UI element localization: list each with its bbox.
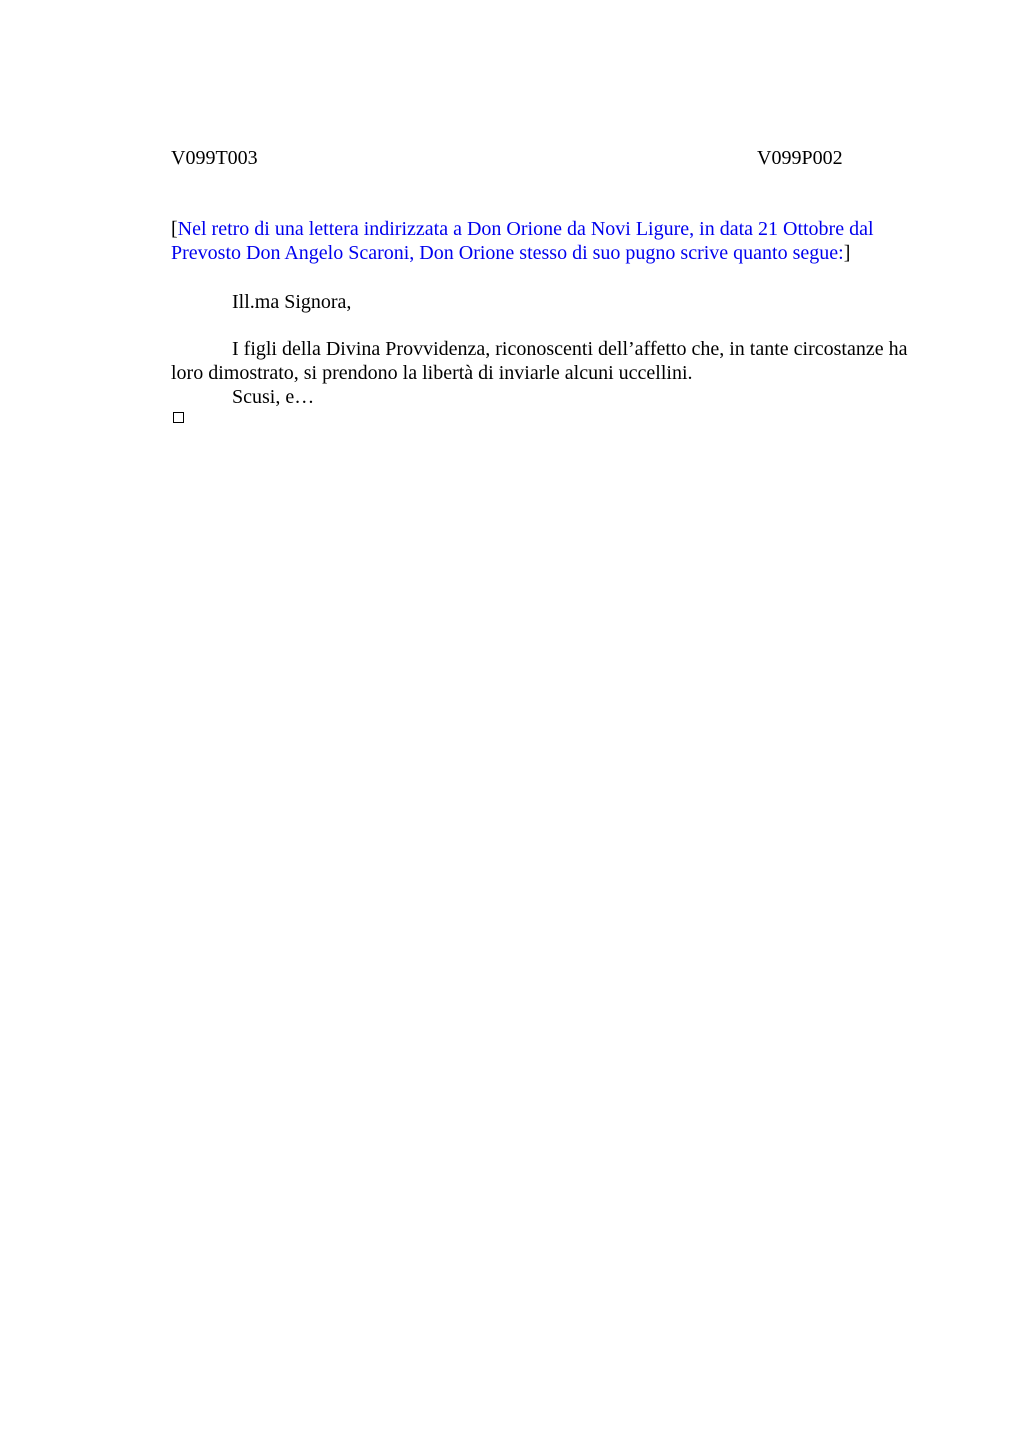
note-close-bracket: ] [843, 242, 851, 264]
note-open-bracket: [ [171, 218, 178, 240]
letter-salutation: Ill.ma Signora, [232, 291, 352, 313]
editorial-note [171, 217, 911, 265]
note-text: Nel retro di una lettera indirizzata a Don Orione da Novi Ligure, in data 21 Ottobre dal Prevosto Don Angelo Scaroni, Don Orione stesso di suo pugno scrive quanto segue: [171, 218, 874, 264]
letter-closing: Scusi, e… [232, 386, 315, 408]
letter-paragraph: I figli della Divina Provvidenza, riconoscenti dell’affetto che, in tante circostanze ha loro dimostrato, si prendono la libertà di inviarle alcuni uccellini. [171, 338, 908, 384]
document-code-left: V099T003 [171, 147, 258, 169]
document-code-right: V099P002 [757, 147, 843, 169]
empty-square-icon [173, 412, 184, 423]
